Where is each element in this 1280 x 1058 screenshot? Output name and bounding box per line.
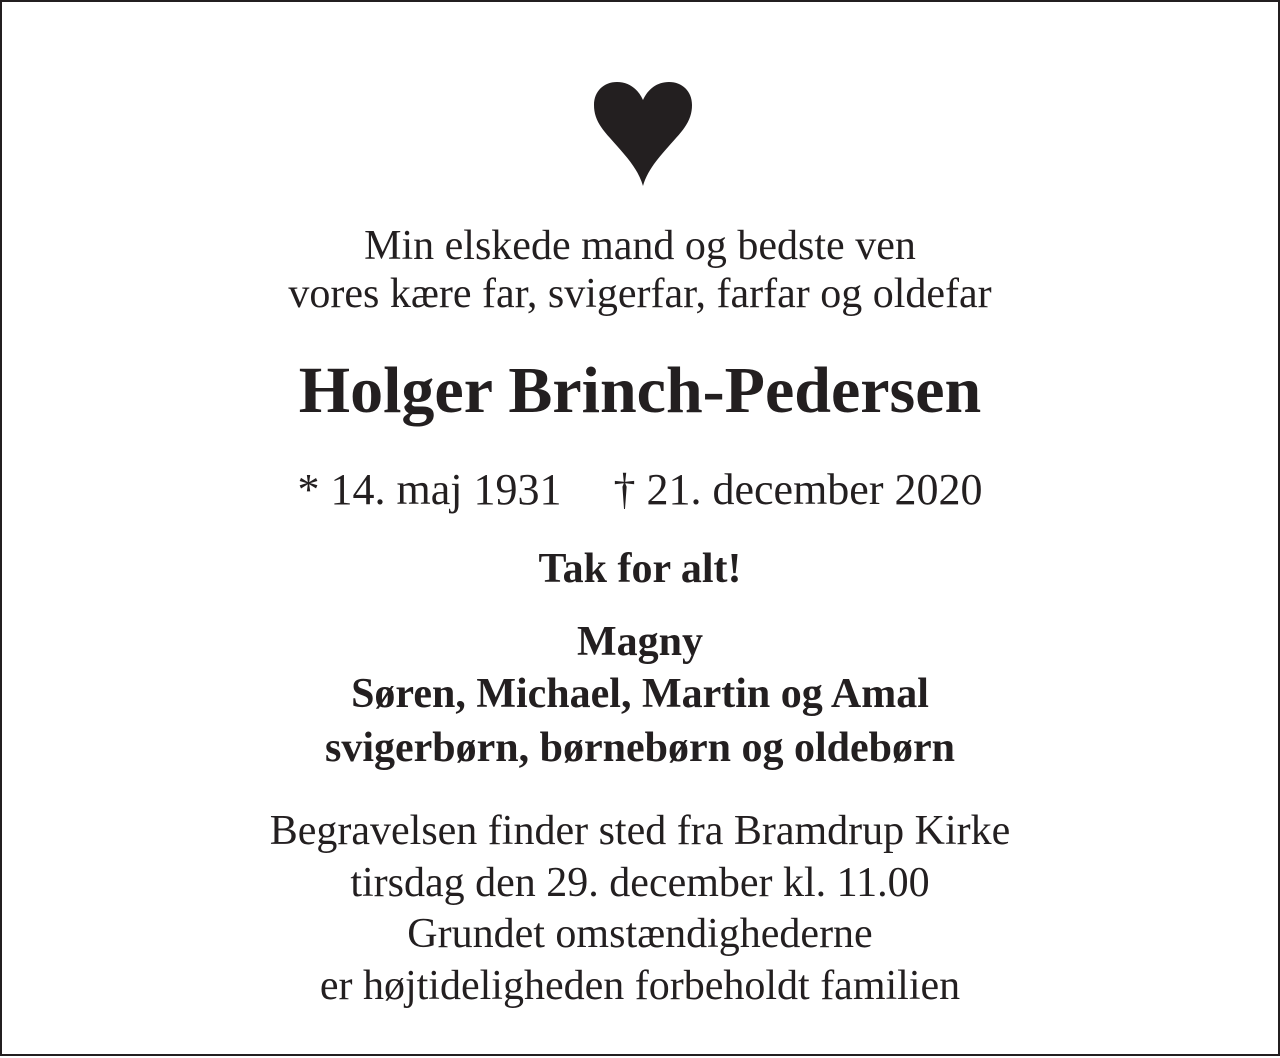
family-line-3: svigerbørn, børnebørn og oldebørn (324, 725, 956, 771)
thanks-line: Tak for alt! (538, 546, 742, 592)
funeral-line-3: Grundet omstændighederne (407, 911, 873, 957)
funeral-line-1: Begravelsen finder sted fra Bramdrup Kirke (269, 808, 1011, 854)
family-line-1: Magny (577, 619, 703, 665)
life-dates (2, 464, 1278, 516)
intro-line-1: Min elskede mand og bedste ven (364, 223, 916, 269)
death-date: † 21. december 2020 (613, 465, 983, 514)
birth-date: * 14. maj 1931 (297, 465, 562, 514)
funeral-line-2: tirsdag den 29. december kl. 11.00 (350, 860, 930, 906)
family-line-2: Søren, Michael, Martin og Amal (351, 671, 929, 717)
heart-icon (594, 82, 692, 186)
intro-line-2: vores kære far, svigerfar, farfar og oldefar (288, 271, 992, 317)
funeral-line-4: er højtideligheden forbeholdt familien (319, 963, 961, 1009)
deceased-name: Holger Brinch-Pedersen (298, 354, 982, 427)
